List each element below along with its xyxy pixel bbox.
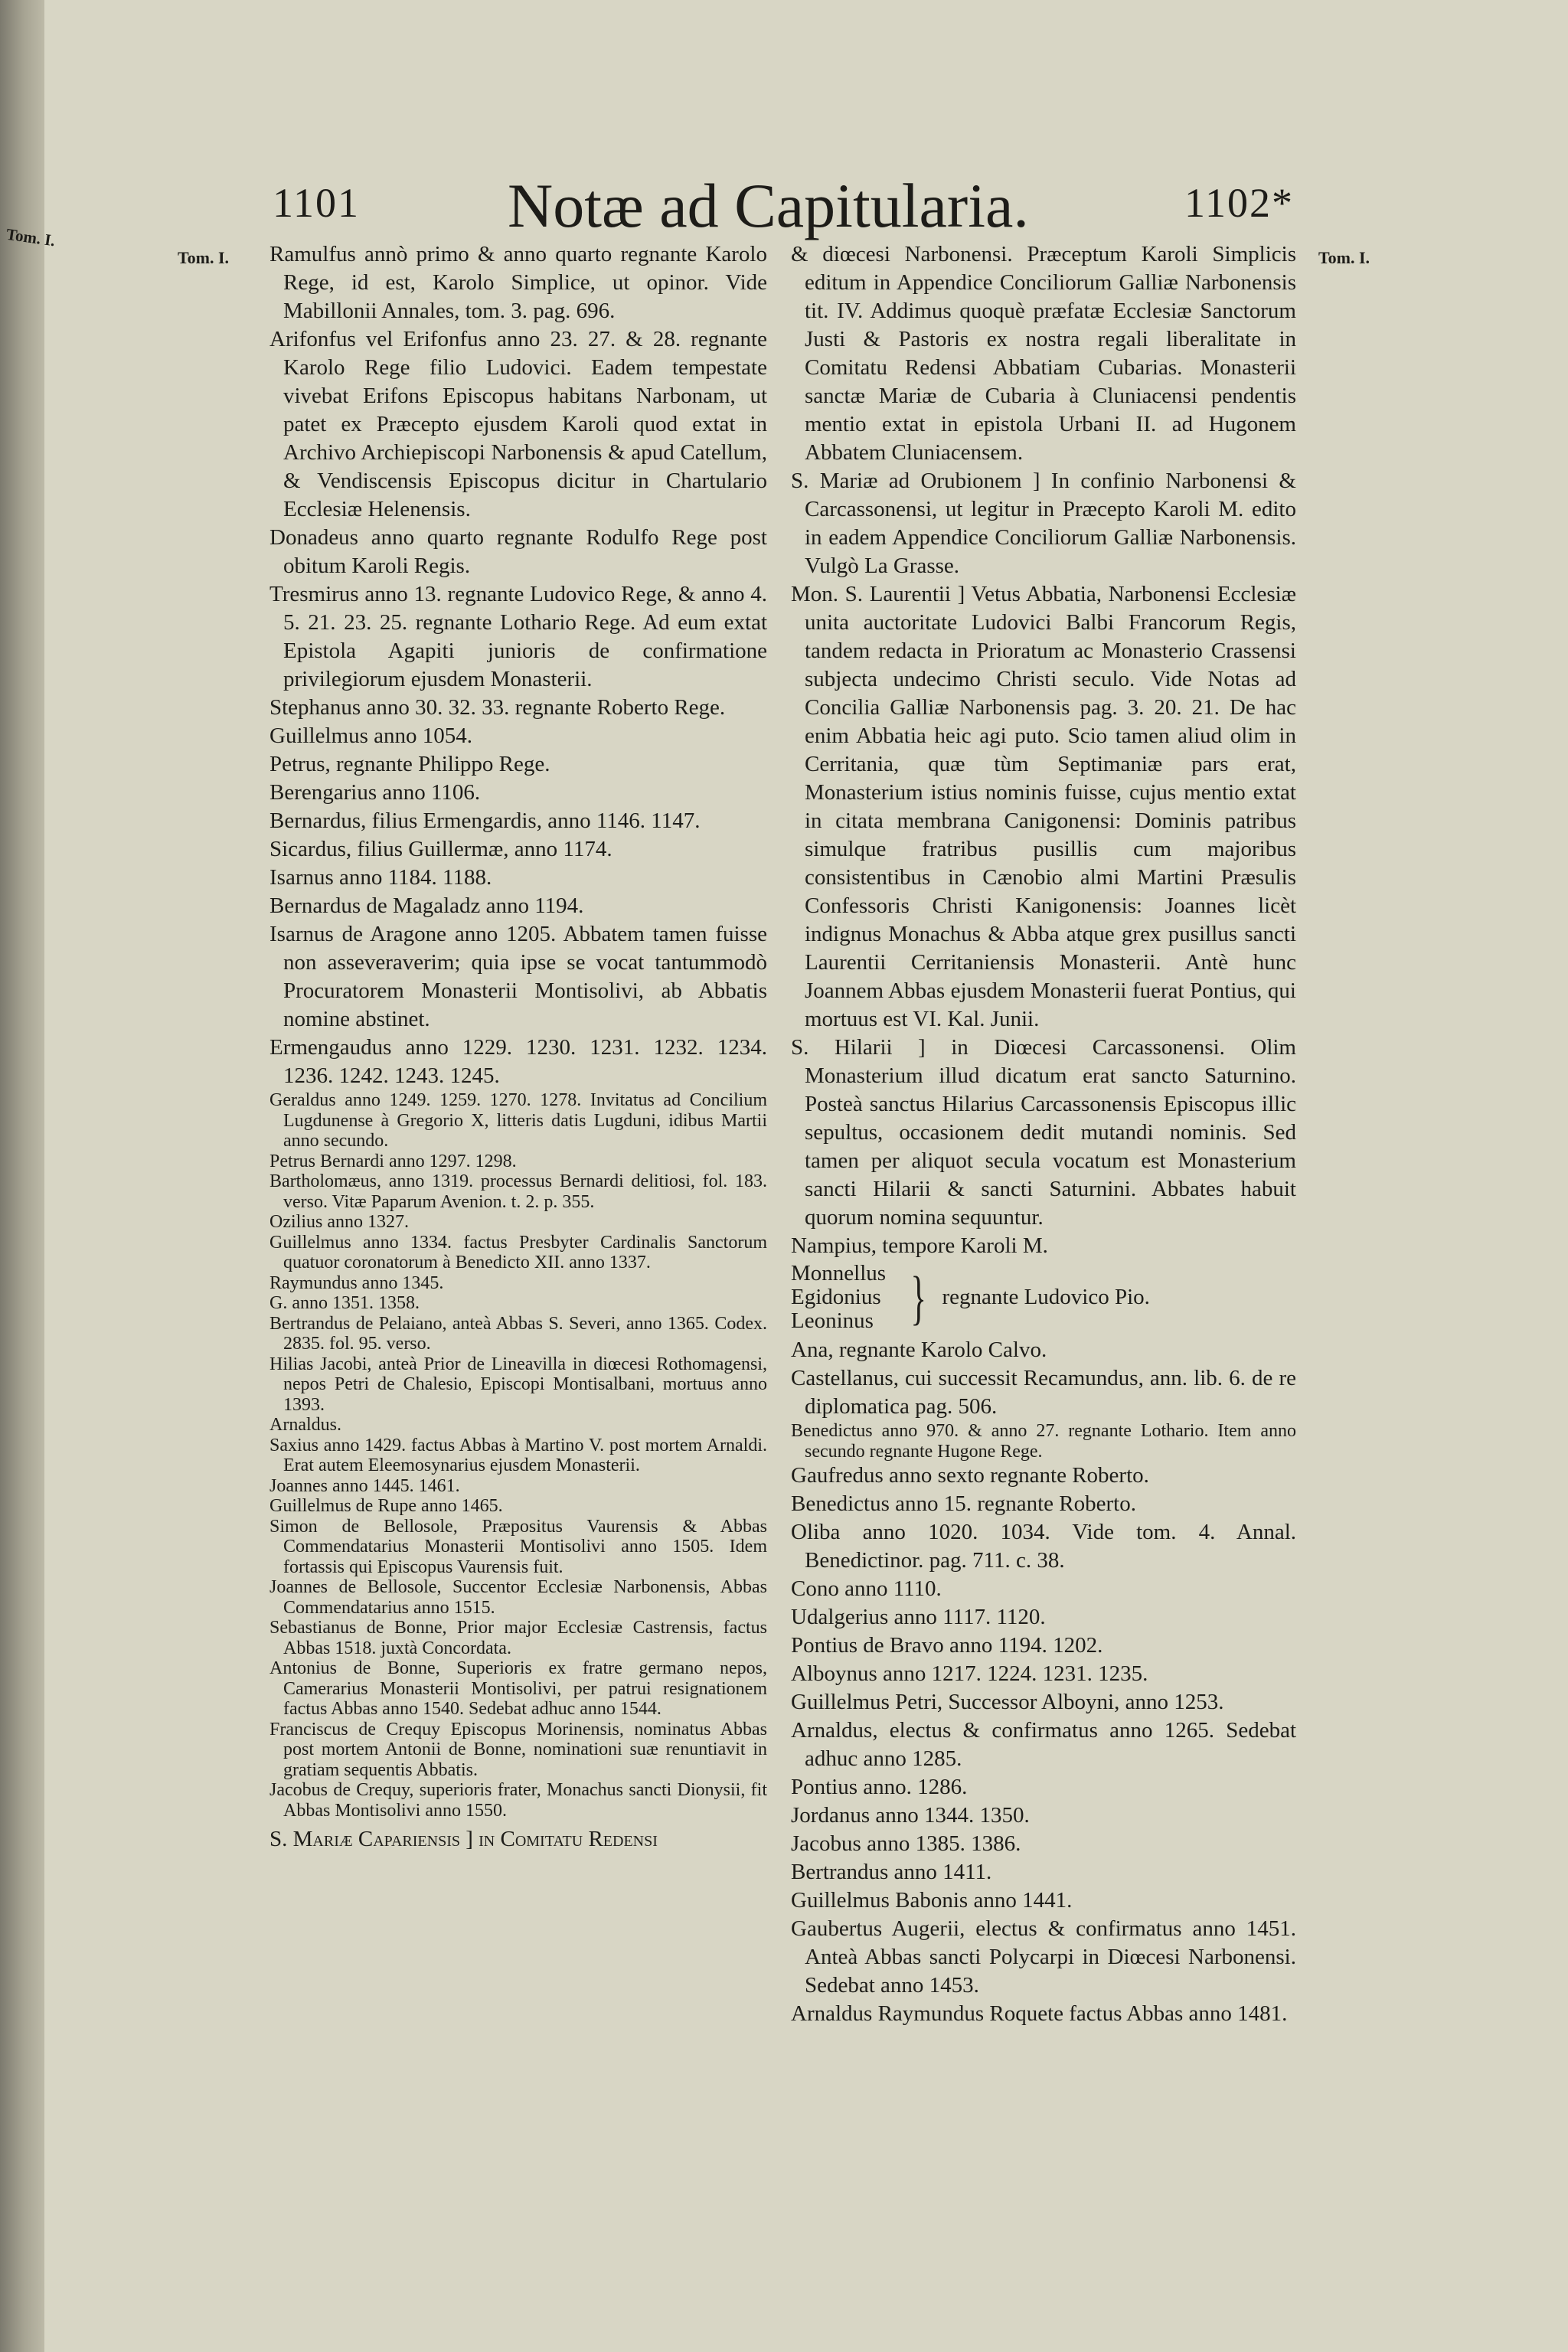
- brace-name: Leoninus: [791, 1308, 874, 1333]
- brace-name: Egidonius: [791, 1285, 881, 1309]
- entry: Joannes de Bellosole, Succentor Ecclesiæ Narbonensis, Abbas Commendatarius anno 1515.: [270, 1577, 767, 1618]
- entry: Joannes anno 1445. 1461.: [270, 1475, 460, 1496]
- entry: Antonius de Bonne, Superioris ex fratre germano nepos, Camerarius Monasterii Montisolivi, per patrui resignationem factus Abbas anno 1540. Sedebat adhuc anno 1544.: [270, 1658, 767, 1719]
- entry: S. Hilarii ] in Diœcesi Carcassonensi. Olim Monasterium illud dicatum erat sancto Saturnino. Posteà sanctus Hilarius Carcassonensis Episcopus illic sepultus, occasionem dedit mutandi nominis. Sed tamen per aliquot secula vocatum est Monasterium sancti Hilarii & sancti Saturnini. Abbates habuit quorum nomina sequuntur.: [791, 1035, 1296, 1230]
- entry: Franciscus de Crequy Episcopus Morinensis, nominatus Abbas post mortem Antonii de Bonne, nominationi suæ renuntiavit in gratiam sequentis Abbatis.: [270, 1719, 767, 1780]
- right-column: [791, 240, 1296, 2028]
- entry: Arifonfus vel Erifonfus anno 23. 27. & 28. regnante Karolo Rege filio Ludovici. Eadem tempestate vivebat Erifons Episcopus habitans Narbonam, ut patet ex Præcepto ejusdem Karoli quod extat in Archivo Archiepiscopi Narbonensis & apud Catellum, & Vendiscensis Episcopus dicitur in Chartulario Ecclesiæ Helenensis.: [270, 327, 767, 521]
- entry: Benedictus anno 15. regnante Roberto.: [791, 1491, 1136, 1516]
- brace-names: [791, 1262, 886, 1333]
- entry: Pontius anno. 1286.: [791, 1775, 968, 1799]
- entry: Jacobus anno 1385. 1386.: [791, 1831, 1021, 1856]
- outer-margin-note: Tom. I.: [5, 224, 57, 250]
- entry: Arnaldus.: [270, 1415, 341, 1435]
- left-column-tag: Tom. I.: [178, 248, 230, 267]
- entry: Nampius, tempore Karoli M.: [791, 1233, 1048, 1258]
- entry: Ermengaudus anno 1229. 1230. 1231. 1232. 1234. 1236. 1242. 1243. 1245.: [270, 1035, 767, 1088]
- entry: Donadeus anno quarto regnante Rodulfo Rege post obitum Karoli Regis.: [270, 525, 767, 578]
- entry: Udalgerius anno 1117. 1120.: [791, 1605, 1046, 1629]
- entry: Sicardus, filius Guillermæ, anno 1174.: [270, 837, 612, 861]
- left-page-number: 1101: [273, 180, 360, 226]
- entry: Berengarius anno 1106.: [270, 780, 481, 805]
- entry: G. anno 1351. 1358.: [270, 1293, 420, 1313]
- entry: Guillelmus Petri, Successor Alboyni, anno 1253.: [791, 1690, 1224, 1714]
- entry: & diœcesi Narbonensi. Præceptum Karoli Simplicis editum in Appendice Conciliorum Galliæ Narbonensis tit. IV. Addimus quoquè præfatæ Ecclesiæ Sanctorum Justi & Pastoris ex nostra regali liberalitate in Comitatu Redensi Abbatiam Cubarias. Monasterii sanctæ Mariæ de Cubaria à Cluniacensi pendentis mentio extat in epistola Urbani II. ad Hugonem Abbatem Cluniacensem.: [791, 242, 1296, 465]
- entry: Geraldus anno 1249. 1259. 1270. 1278. Invitatus ad Concilium Lugdunense à Gregorio X, litteris datis Lugduni, idibus Martii anno secundo.: [270, 1090, 767, 1151]
- entry: Ozilius anno 1327.: [270, 1212, 409, 1232]
- entry: Oliba anno 1020. 1034. Vide tom. 4. Annal. Benedictinor. pag. 711. c. 38.: [791, 1520, 1296, 1573]
- entry: Tresmirus anno 13. regnante Ludovico Rege, & anno 4. 5. 21. 23. 25. regnante Lothario Rege. Ad eum extat Epistola Agapiti junioris de confirmatione privilegiorum ejusdem Monasterii.: [270, 582, 767, 691]
- section-heading: S. Mariæ Capariensis ] in Comitatu Redensi: [270, 1827, 658, 1851]
- entry: Saxius anno 1429. factus Abbas à Martino V. post mortem Arnaldi. Erat autem Eleemosynarius ejusdem Monasterii.: [270, 1435, 767, 1475]
- page-title: Notæ ad Capitularia.: [508, 171, 1029, 240]
- entry: Jacobus de Crequy, superioris frater, Monachus sancti Dionysii, fit Abbas Montisolivi anno 1550.: [270, 1780, 767, 1821]
- entry: Bernardus, filius Ermengardis, anno 1146. 1147.: [270, 808, 701, 833]
- curly-brace-icon: }: [910, 1263, 927, 1331]
- entry: Benedictus anno 970. & anno 27. regnante Lothario. Item anno secundo regnante Hugone Rege.: [791, 1421, 1296, 1462]
- entry: Guillelmus anno 1334. factus Presbyter Cardinalis Sanctorum quatuor coronatorum à Benedicto XII. anno 1337.: [270, 1232, 767, 1272]
- entry: Petrus, regnante Philippo Rege.: [270, 752, 550, 776]
- entry: Ana, regnante Karolo Calvo.: [791, 1338, 1047, 1362]
- entry: Jordanus anno 1344. 1350.: [791, 1803, 1030, 1828]
- entry: Castellanus, cui successit Recamundus, ann. lib. 6. de re diplomatica pag. 506.: [791, 1366, 1296, 1419]
- entry: Cono anno 1110.: [791, 1576, 942, 1601]
- entry: Guillelmus de Rupe anno 1465.: [270, 1496, 503, 1516]
- entry: Arnaldus, electus & confirmatus anno 1265. Sedebat adhuc anno 1285.: [791, 1718, 1296, 1771]
- entry: Mon. S. Laurentii ] Vetus Abbatia, Narbonensi Ecclesiæ unita auctoritate Ludovici Balbi Francorum Regis, tandem redacta in Prioratum ac Monasterio Crassensi subjecta undecimo Christi seculo. Vide Notas ad Concilia Galliæ Narbonensis pag. 3. 20. 21. De hac enim Abbatia heic agi puto. Scio tamen aliud olim in Cerritania, quæ tùm Septimaniæ pars erat, Monasterium istius nominis fuisse, cujus mentio extat in citata membrana Canigonensi: Dominis patribus simulque fratribus pusillis cum majoribus consistentibus in Cænobio almi Martini Præsulis Confessoris Christi Kanigonensis: Joannes licèt indignus Monachus & Abba atque grex pusillus sancti Laurentii Cerritaniensis Monasterii. Antè hunc Joannem Abbas ejusdem Monasterii fuerat Pontius, qui mortuus est VI. Kal. Junii.: [791, 582, 1296, 1031]
- entry: Bertrandus anno 1411.: [791, 1860, 992, 1884]
- right-page-number: 1102*: [1184, 180, 1294, 226]
- entry: Bertrandus de Pelaiano, anteà Abbas S. Severi, anno 1365. Codex. 2835. fol. 95. verso.: [270, 1313, 767, 1354]
- entry: Arnaldus Raymundus Roquete factus Abbas anno 1481.: [791, 2001, 1288, 2026]
- right-column-tag: Tom. I.: [1318, 248, 1370, 267]
- brace-label: regnante Ludovico Pio.: [942, 1285, 1150, 1309]
- entry: Alboynus anno 1217. 1224. 1231. 1235.: [791, 1661, 1148, 1686]
- entry: Gaufredus anno sexto regnante Roberto.: [791, 1463, 1149, 1488]
- entry: Ramulfus annò primo & anno quarto regnante Karolo Rege, id est, Karolo Simplice, ut opinor. Vide Mabillonii Annales, tom. 3. pag. 696.: [270, 242, 767, 323]
- entry: Pontius de Bravo anno 1194. 1202.: [791, 1633, 1103, 1658]
- entry: Isarnus de Aragone anno 1205. Abbatem tamen fuisse non asseveraverim; quia ipse se vocat tantummodò Procuratorem Monasterii Montisolivi, ab Abbatis nomine abstinet.: [270, 922, 767, 1031]
- entry: Isarnus anno 1184. 1188.: [270, 865, 492, 890]
- entry: Stephanus anno 30. 32. 33. regnante Roberto Rege.: [270, 695, 726, 720]
- brace-name: Monnellus: [791, 1261, 887, 1285]
- left-column: [270, 240, 767, 1854]
- entry: Sebastianus de Bonne, Prior major Ecclesiæ Castrensis, factus Abbas 1518. juxtà Concordata.: [270, 1618, 767, 1658]
- brace-group: [791, 1262, 1296, 1333]
- entry: Guillelmus Babonis anno 1441.: [791, 1888, 1073, 1913]
- entry: Gaubertus Augerii, electus & confirmatus anno 1451. Anteà Abbas sancti Polycarpi in Diœcesi Narbonensi. Sedebat anno 1453.: [791, 1916, 1296, 1998]
- entry: S. Mariæ ad Orubionem ] In confinio Narbonensi & Carcassonensi, ut legitur in Præcepto Karoli M. edito in eadem Appendice Conciliorum Galliæ Narbonensis. Vulgò La Grasse.: [791, 469, 1296, 578]
- book-gutter: [0, 0, 44, 2352]
- entry: Petrus Bernardi anno 1297. 1298.: [270, 1151, 517, 1171]
- entry: Guillelmus anno 1054.: [270, 724, 473, 748]
- entry: Hilias Jacobi, anteà Prior de Lineavilla in diœcesi Rothomagensi, nepos Petri de Chalesio, Episcopi Montisalbani, mortuus anno 1393.: [270, 1354, 767, 1415]
- entry: Raymundus anno 1345.: [270, 1272, 444, 1293]
- entry: Bartholomæus, anno 1319. processus Bernardi delitiosi, fol. 183. verso. Vitæ Paparum Avenion. t. 2. p. 355.: [270, 1171, 767, 1212]
- entry: Bernardus de Magaladz anno 1194.: [270, 893, 584, 918]
- entry: Simon de Bellosole, Præpositus Vaurensis & Abbas Commendatarius Monasterii Montisolivi anno 1505. Idem fortassis qui Episcopus Vaurensis fuit.: [270, 1516, 767, 1577]
